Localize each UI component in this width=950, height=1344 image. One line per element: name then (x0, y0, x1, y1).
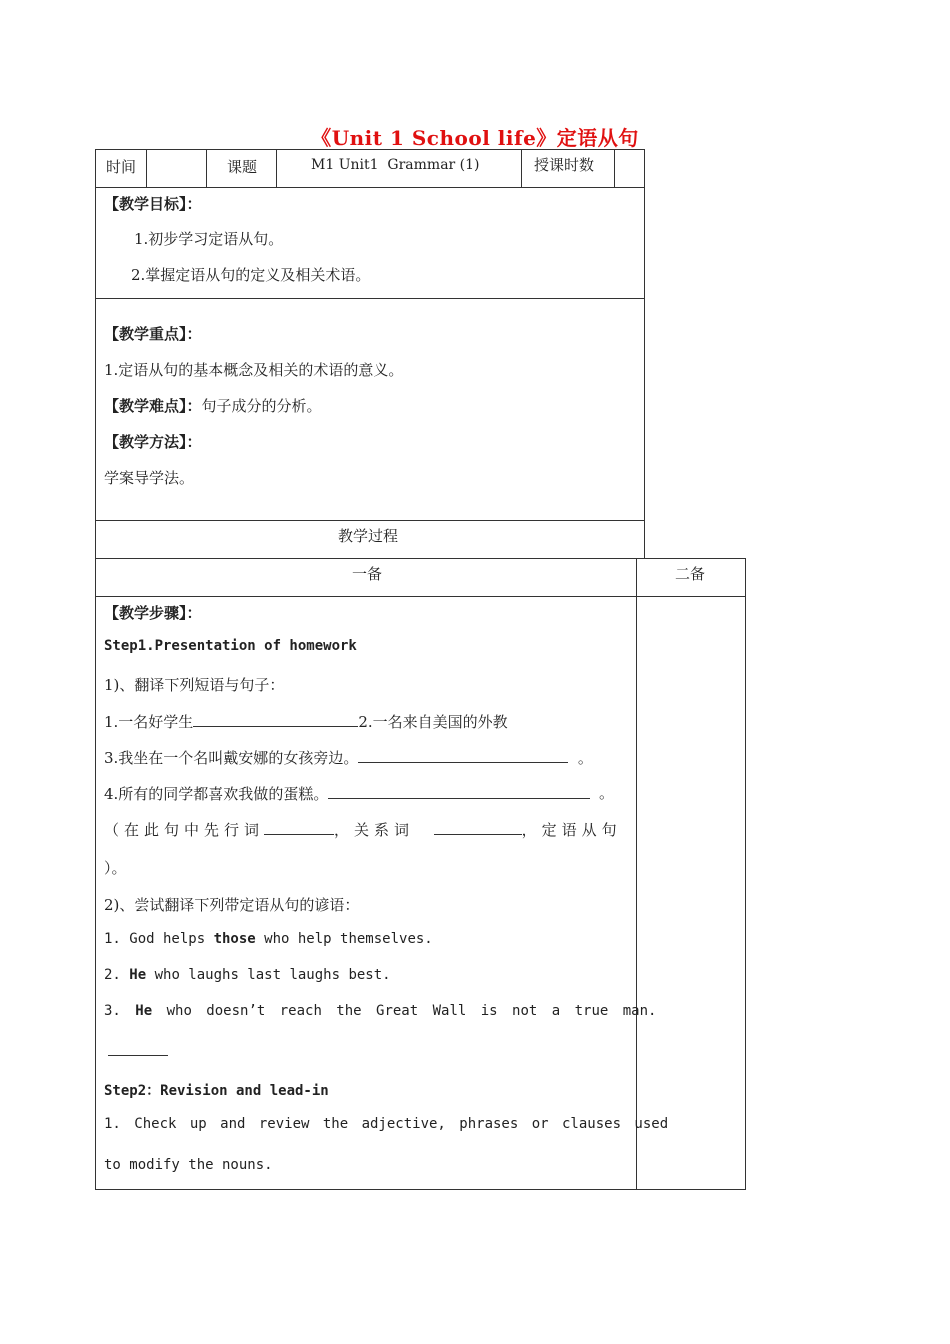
proverb-2-suffix: who laughs last laughs best. (146, 967, 391, 983)
topic-label-cell (206, 150, 207, 187)
objectives-heading: 【教学目标】： (104, 195, 202, 213)
relative-word-blank[interactable] (434, 818, 522, 835)
method-heading: 【教学方法】： (104, 433, 202, 451)
proverb-2-antecedent: He (129, 967, 147, 983)
question-1: 1.一名好学生 (104, 713, 194, 731)
hours-label: 授课时数 (534, 156, 595, 174)
time-value-cell (146, 150, 147, 187)
hours-value-cell (614, 150, 615, 187)
second-prep-label: 二备 (675, 565, 706, 583)
second-prep-cell (636, 559, 637, 596)
question-2: 2.一名来自美国的外教 (358, 713, 508, 731)
question-3: 3.我坐在一个名叫戴安娜的女孩旁边。 (104, 749, 359, 767)
question-line-4 (104, 782, 590, 804)
answer-blank-4[interactable] (328, 782, 590, 799)
question-4-end: 。 (599, 784, 615, 802)
key-point-item: 1.定语从句的基本概念及相关的术语的意义。 (104, 361, 404, 379)
hours-label-cell (521, 150, 522, 187)
process-row (95, 520, 645, 559)
step1-heading: Step1.Presentation of homework (104, 638, 357, 654)
objectives-section (95, 187, 645, 299)
proverb-3 (104, 1003, 656, 1019)
proverb-1-suffix: who help themselves. (255, 931, 433, 947)
answer-blank-1[interactable] (193, 710, 358, 727)
step2-heading: Step2：Revision and lead-in (104, 1083, 329, 1099)
objective-item: 1.初步学习定语从句。 (134, 230, 284, 248)
time-label: 时间 (106, 158, 137, 176)
proverbs-instruction: 2)、尝试翻译下列带定语从句的谚语： (104, 896, 360, 914)
steps-heading: 【教学步骤】： (104, 604, 202, 622)
proverb-3-suffix: who doesn’t reach the Great Wall is not a true man. (152, 1003, 657, 1019)
proverb-1 (104, 931, 433, 947)
review-line-2: to modify the nouns. (104, 1157, 273, 1173)
note-relative: ，关系词 (334, 821, 415, 839)
note-line (104, 818, 622, 840)
proverb-1-prefix: 1. God helps (104, 931, 214, 947)
proverb-answer-blank[interactable] (108, 1039, 168, 1056)
key-points-heading: 【教学重点】： (104, 325, 202, 343)
proverb-3-prefix: 3. (104, 1003, 136, 1019)
method-text: 学案导学法。 (104, 469, 195, 487)
note-antecedent: （在此句中先行词 (104, 821, 265, 839)
question-4: 4.所有的同学都喜欢我做的蛋糕。 (104, 785, 329, 803)
focus-section (95, 298, 645, 521)
answer-blank-3[interactable] (358, 746, 568, 763)
difficulty-line (104, 395, 322, 416)
topic-value: M1 Unit1 Grammar (1) (311, 157, 480, 173)
first-prep-label: 一备 (352, 565, 383, 583)
note-end: ）。 (104, 859, 127, 877)
topic-label: 课题 (227, 158, 258, 176)
question-line-3 (104, 746, 593, 768)
objective-item: 2.掌握定语从句的定义及相关术语。 (131, 266, 371, 284)
review-line-1: 1. Check up and review the adjective, phrases or clauses used (104, 1116, 669, 1132)
proverb-2 (104, 967, 391, 983)
column-header-row (95, 558, 746, 597)
proverb-2-prefix: 2. (104, 967, 130, 983)
antecedent-blank[interactable] (264, 818, 334, 835)
note-clause: ，定语从句 (521, 821, 622, 839)
second-prep-column (636, 597, 637, 1189)
proverb-1-antecedent: those (213, 931, 256, 947)
translate-instruction: 1)、翻译下列短语与句子： (104, 676, 285, 694)
difficulty-heading: 【教学难点】： (104, 397, 202, 415)
steps-section (95, 596, 746, 1190)
document-title: 《Unit 1 School life》定语从句 (311, 126, 639, 150)
question-3-end: 。 (577, 749, 593, 767)
header-row (95, 149, 645, 188)
proverb-3-antecedent: He (135, 1003, 153, 1019)
question-line-1 (104, 710, 508, 732)
process-label: 教学过程 (338, 527, 399, 545)
difficulty-text: 句子成分的分析。 (201, 397, 322, 415)
topic-value-cell (276, 150, 277, 187)
